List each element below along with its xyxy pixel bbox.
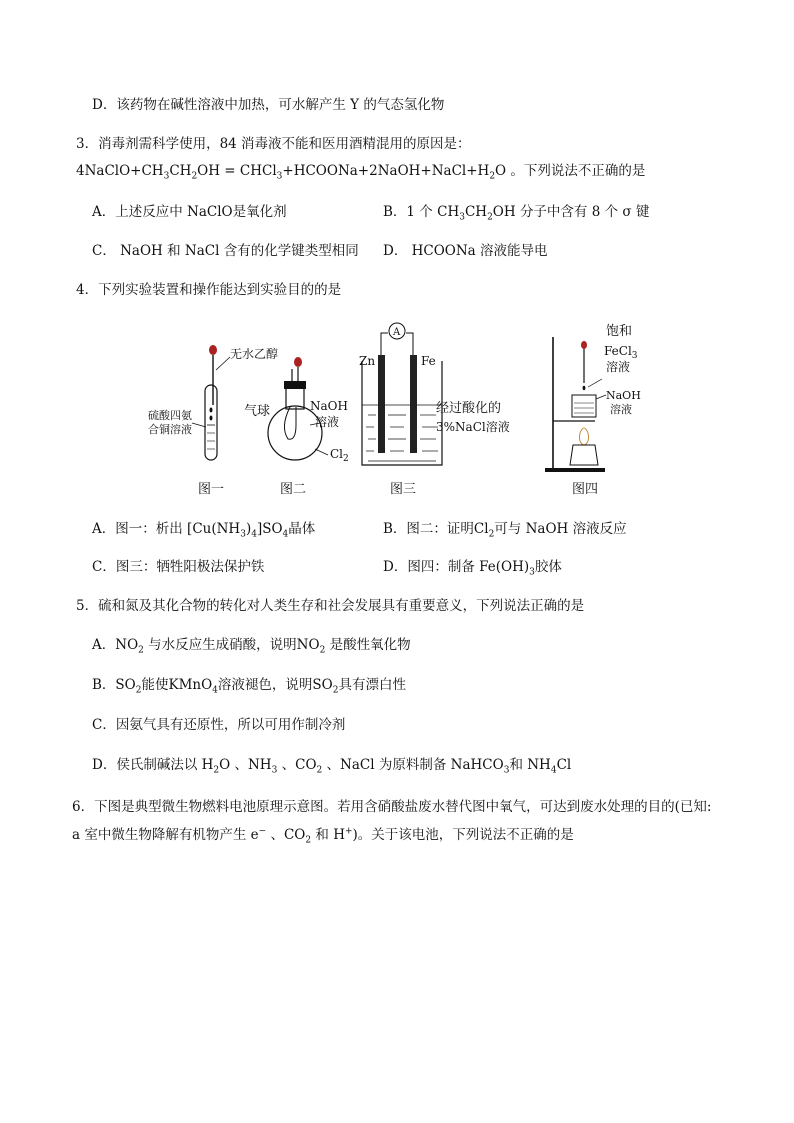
fig3-meter-label: A xyxy=(393,327,401,338)
q4-option-a-pre: A．图一：析出 xyxy=(92,521,183,537)
q3-equation-body: $4NaClO+CH_3CH_2OH$ = $CHCl_3+HCOONa+2NaOH+NaCl+H_2O$ xyxy=(76,163,507,182)
q5-d-nh4cl: $NH_4Cl$ xyxy=(527,757,572,776)
q6-products: 、$CO_2$ 和 H+) xyxy=(270,826,358,846)
fig1-label-top: 无水乙醇 xyxy=(230,347,279,361)
q6-electron-sup: − xyxy=(258,826,267,837)
q4-option-a-post: 晶体 xyxy=(288,521,316,537)
q3-equation xyxy=(76,162,645,180)
q4-option-b-formula: $Cl_2$ xyxy=(473,521,495,540)
q5-d-3: 和 xyxy=(509,757,523,773)
q5-a-no2: $NO_2$ xyxy=(115,637,144,656)
fig4-label-naoh1: NaOH xyxy=(606,389,641,402)
fig3-label-fe: Fe xyxy=(421,354,436,368)
q4-stem: 4．下列实验装置和操作能达到实验目的的是 xyxy=(76,282,342,298)
q4-option-a xyxy=(92,520,315,538)
q5-a-2: 与水反应生成硝酸，说明 xyxy=(148,637,297,653)
q5-b-so2: $SO_2$ xyxy=(115,677,142,696)
q5-b-kmno4: KMnO$_4$ xyxy=(168,677,218,696)
q6-line2-post: 。关于该电池，下列说法不正确的是 xyxy=(357,827,574,843)
q3-option-b-pre: B．1 个 xyxy=(383,204,433,220)
q3-equation-suffix: 。下列说法不正确的是 xyxy=(510,163,646,179)
q5-a-3: 是酸性氧化物 xyxy=(329,637,411,653)
fig2-label-naoh2: 溶液 xyxy=(315,415,340,429)
q4-option-d-formula: $Fe(OH)_3$ xyxy=(479,559,535,578)
fig4-label-naoh2: 溶液 xyxy=(610,403,632,416)
q2-option-d: D．该药物在碱性溶液中加热，可水解产生 Y 的气态氢化物 xyxy=(92,97,445,113)
fig3-label-sol1: 经过酸化的 xyxy=(436,401,502,416)
q4-option-b-pre: B．图二：证明 xyxy=(383,521,474,537)
q6-line2 xyxy=(72,826,574,844)
q3-option-b-formula: $CH_3CH_2OH$ xyxy=(437,204,516,223)
q5-b-3: 溶液褪色，说明 xyxy=(217,677,313,693)
fig1-label-left2: 合铜溶液 xyxy=(148,423,192,436)
q5-d-reagents: $H_2O$ 、$NH_3$ 、$CO_2$ 、NaCl xyxy=(201,757,375,776)
fig3-label-sol2: 3%NaCl溶液 xyxy=(436,420,510,434)
q6-line2-pre: a 室中微生物降解有机物产生 e xyxy=(72,827,259,843)
q5-b-4: 具有漂白性 xyxy=(338,677,406,693)
q5-d-nahco3: NaHCO$_3$ xyxy=(450,757,510,776)
q5-option-b xyxy=(92,676,406,694)
q4-option-b xyxy=(383,520,627,538)
q5-b-so2b: $SO_2$ xyxy=(312,677,339,696)
q4-option-b-post: 可与 NaOH 溶液反应 xyxy=(494,521,627,537)
fig4-label-top3: 溶液 xyxy=(606,360,631,374)
q3-stem: 3．消毒剂需科学使用，84 消毒液不能和医用酒精混用的原因是： xyxy=(76,136,471,152)
fig4-label-top1: 饱和 xyxy=(606,324,633,339)
q4-option-d-post: 胶体 xyxy=(534,559,562,575)
q5-stem: 5．硫和氮及其化合物的转化对人类生存和社会发展具有重要意义，下列说法正确的是 xyxy=(76,598,585,614)
q3-option-b-post: 分子中含有 8 个 σ 键 xyxy=(519,204,650,220)
fig2-label-cl2: $Cl_2$ xyxy=(330,447,349,464)
q3-option-c: C． NaOH 和 NaCl 含有的化学键类型相同 xyxy=(92,243,359,259)
q4-option-d-pre: D．图四：制备 xyxy=(383,559,475,575)
q6-line1: 6．下图是典型微生物燃料电池原理示意图。若用含硝酸盐废水替代图中氧气，可达到废水处理的目的(已知: xyxy=(72,799,712,815)
fig1-label-left1: 硫酸四氨 xyxy=(148,409,192,422)
fig2-caption: 图二 xyxy=(280,482,307,497)
q5-option-a xyxy=(92,636,411,654)
fig3-apparatus xyxy=(362,323,442,465)
fig2-label-balloon: 气球 xyxy=(244,404,271,419)
fig4-label-top2: FeCl$_3$ xyxy=(604,344,638,361)
q5-option-c: C．因氨气具有还原性，所以可用作制冷剂 xyxy=(92,717,346,733)
q4-option-c: C．图三：牺牲阳极法保护铁 xyxy=(92,559,265,575)
q5-a-1: A． xyxy=(92,637,116,653)
q5-a-no2b: $NO_2$ xyxy=(296,637,326,656)
fig3-label-zn: Zn xyxy=(359,354,376,368)
q5-b-1: B． xyxy=(92,677,116,693)
q4-option-a-formula: $[Cu(NH_3)_4]SO_4$ xyxy=(187,521,289,540)
fig1-apparatus xyxy=(192,345,230,460)
q5-b-2: 能使 xyxy=(141,677,169,693)
fig2-label-naoh1: NaOH xyxy=(310,399,348,413)
fig4-caption: 图四 xyxy=(572,482,599,497)
q3-option-b xyxy=(383,203,649,221)
fig3-caption: 图三 xyxy=(390,482,417,497)
q5-d-2: 为原料制备 xyxy=(378,757,447,773)
fig1-caption: 图一 xyxy=(198,482,225,497)
q3-option-a: A．上述反应中 NaClO是氧化剂 xyxy=(92,204,287,220)
q5-option-d xyxy=(92,756,571,774)
q3-option-d: D． HCOONa 溶液能导电 xyxy=(383,243,548,259)
fig4-apparatus xyxy=(545,337,606,472)
q4-figure xyxy=(140,315,660,505)
q4-option-d xyxy=(383,558,562,576)
q5-d-1: D．侯氏制碱法以 xyxy=(92,757,198,773)
